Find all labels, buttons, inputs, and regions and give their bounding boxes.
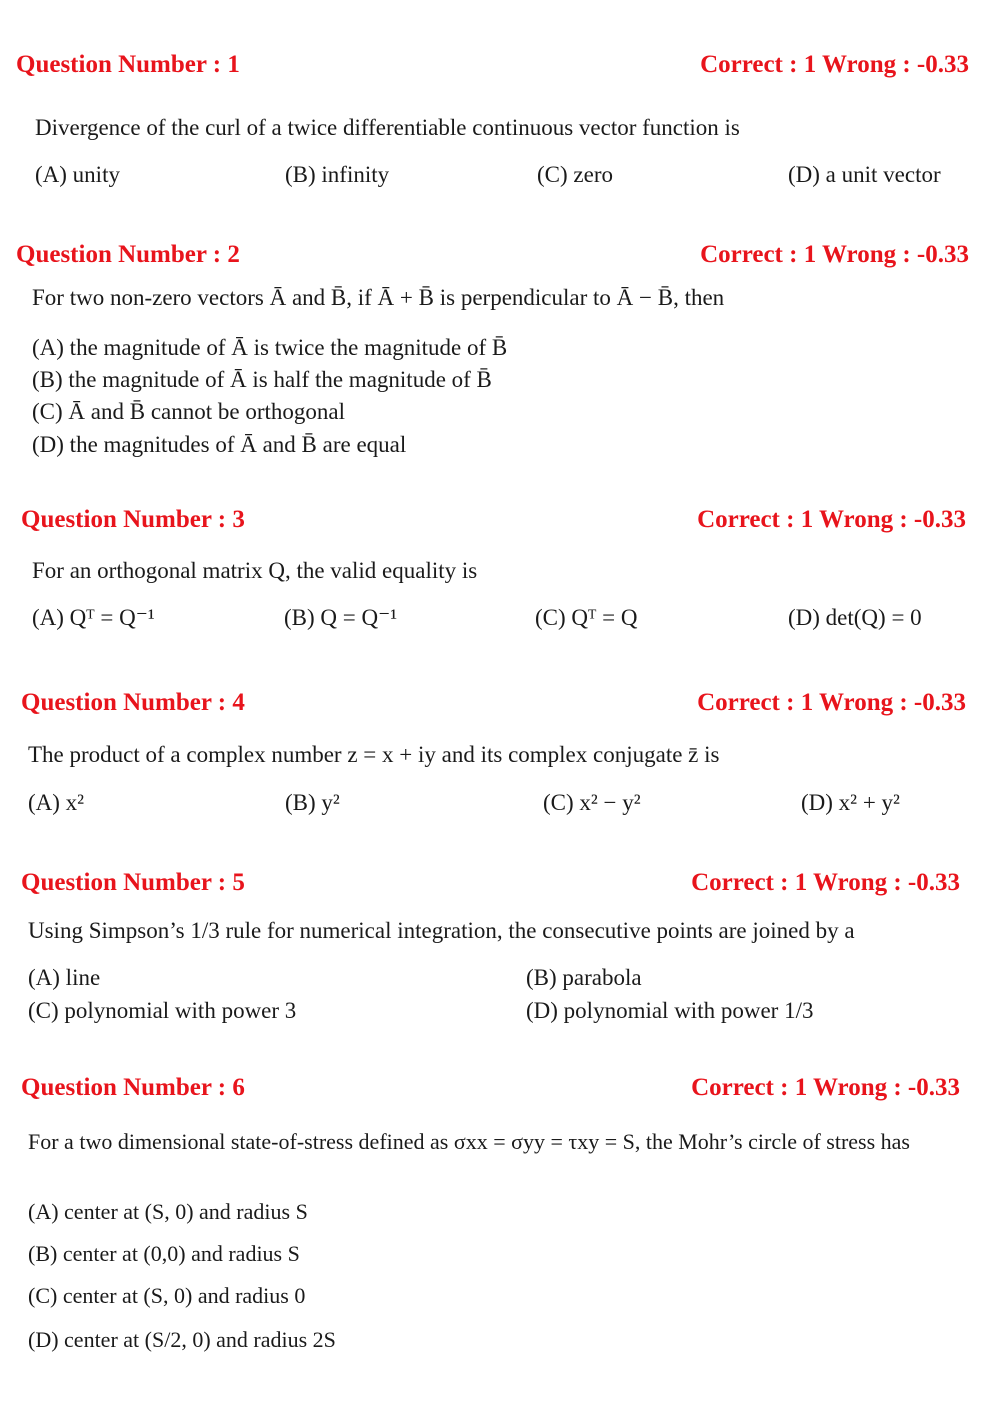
marking-scheme: Correct : 1 Wrong : -0.33 <box>697 689 966 716</box>
question-number: Question Number : 5 <box>21 869 245 896</box>
marking-scheme: Correct : 1 Wrong : -0.33 <box>700 51 969 78</box>
option-b: (B) the magnitude of Ā is half the magnitude of B̄ <box>32 367 492 392</box>
option-b: (B) y² <box>285 790 340 815</box>
option-a: (A) x² <box>28 790 85 815</box>
question-stem: For an orthogonal matrix Q, the valid equality is <box>32 558 478 583</box>
option-b: (B) parabola <box>526 965 642 990</box>
option-d: (D) the magnitudes of Ā and B̄ are equal <box>32 432 407 457</box>
question-stem: Divergence of the curl of a twice differentiable continuous vector function is <box>35 115 740 140</box>
question-stem: Using Simpson’s 1/3 rule for numerical integration, the consecutive points are joined by a <box>28 918 855 943</box>
option-b: (B) center at (0,0) and radius S <box>28 1241 300 1266</box>
option-c: (C) zero <box>537 162 613 187</box>
option-c: (C) center at (S, 0) and radius 0 <box>28 1283 306 1308</box>
question-number: Question Number : 6 <box>21 1074 245 1101</box>
option-a: (A) unity <box>35 162 120 187</box>
option-d: (D) x² + y² <box>801 790 900 815</box>
option-c: (C) polynomial with power 3 <box>28 998 297 1023</box>
question-number: Question Number : 1 <box>16 51 240 78</box>
option-b: (B) infinity <box>285 162 390 187</box>
option-c: (C) Qᵀ = Q <box>535 605 638 630</box>
marking-scheme: Correct : 1 Wrong : -0.33 <box>691 869 960 896</box>
option-b: (B) Q = Q⁻¹ <box>284 605 398 630</box>
option-d: (D) polynomial with power 1/3 <box>526 998 814 1023</box>
option-c: (C) x² − y² <box>543 790 641 815</box>
question-number: Question Number : 3 <box>21 506 245 533</box>
option-d: (D) det(Q) = 0 <box>788 605 922 630</box>
question-stem: For two non-zero vectors Ā and B̄, if Ā + B̄ is perpendicular to Ā − B̄, then <box>32 285 725 310</box>
option-a: (A) Qᵀ = Q⁻¹ <box>32 605 155 630</box>
option-a: (A) the magnitude of Ā is twice the magnitude of B̄ <box>32 335 508 360</box>
marking-scheme: Correct : 1 Wrong : -0.33 <box>691 1074 960 1101</box>
question-stem: For a two dimensional state-of-stress defined as σxx = σyy = τxy = S, the Mohr’s circle of stress has <box>28 1129 910 1154</box>
question-number: Question Number : 2 <box>16 241 240 268</box>
option-c: (C) Ā and B̄ cannot be orthogonal <box>32 399 345 424</box>
marking-scheme: Correct : 1 Wrong : -0.33 <box>700 241 969 268</box>
option-d: (D) a unit vector <box>788 162 941 187</box>
option-a: (A) line <box>28 965 101 990</box>
question-number: Question Number : 4 <box>21 689 245 716</box>
question-stem: The product of a complex number z = x + iy and its complex conjugate z̄ is <box>28 742 720 767</box>
marking-scheme: Correct : 1 Wrong : -0.33 <box>697 506 966 533</box>
option-d: (D) center at (S/2, 0) and radius 2S <box>28 1327 336 1352</box>
option-a: (A) center at (S, 0) and radius S <box>28 1199 308 1224</box>
